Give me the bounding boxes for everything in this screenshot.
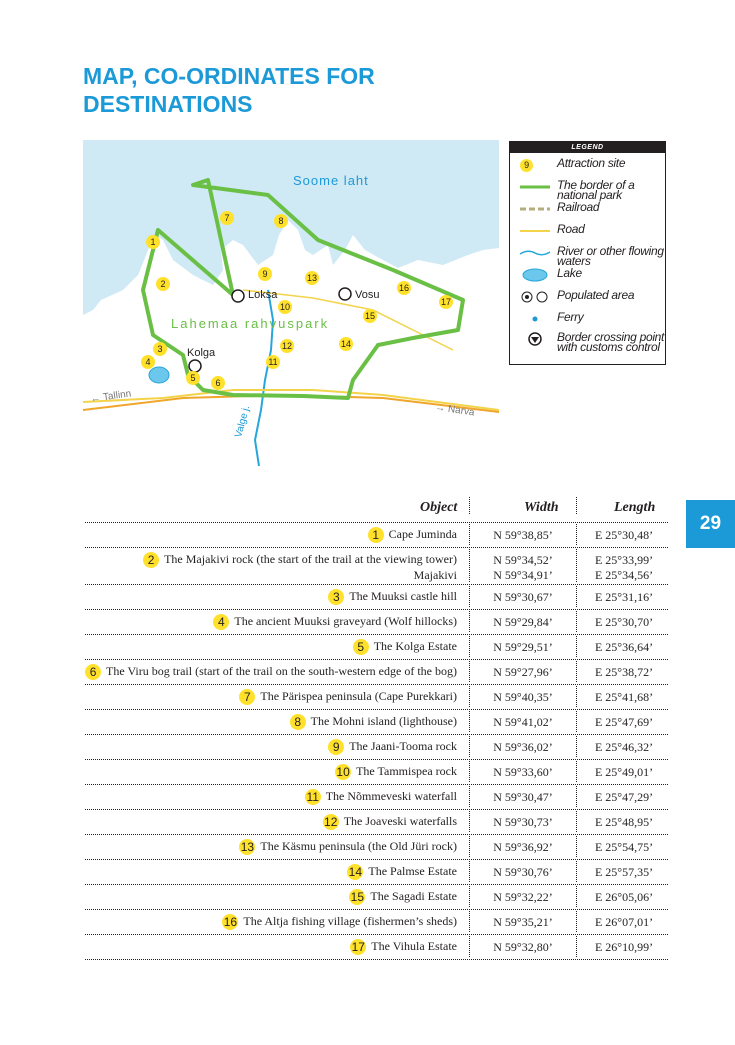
object-name: The Vihula Estate xyxy=(371,939,457,953)
map-marker-15 xyxy=(363,309,377,323)
svg-text:5: 5 xyxy=(190,373,196,383)
width-cell: N 59°27,96’ xyxy=(493,665,553,679)
svg-text:8: 8 xyxy=(278,216,284,226)
width-cell: N 59°29,51’ xyxy=(493,640,553,654)
number-badge: 3 xyxy=(328,589,344,605)
column-divider xyxy=(576,861,577,882)
header-width: Width xyxy=(524,500,559,515)
column-divider xyxy=(469,686,470,707)
number-badge: 1 xyxy=(368,527,384,543)
width-cell: N 59°34,52’ N 59°34,91’ xyxy=(493,553,553,582)
column-divider xyxy=(576,886,577,907)
svg-text:Vosu: Vosu xyxy=(355,289,380,301)
object-cell xyxy=(328,739,457,755)
map-marker-10 xyxy=(278,300,292,314)
object-cell xyxy=(335,764,457,780)
width-cell: N 59°41,02’ xyxy=(493,715,553,729)
column-divider xyxy=(576,786,577,807)
width-cell: N 59°38,85’ xyxy=(493,528,553,542)
object-cell xyxy=(347,864,457,880)
width-cell: N 59°30,47’ xyxy=(493,790,553,804)
object-name: The Käsmu peninsula (the Old Jüri rock) xyxy=(260,839,457,853)
map-marker-4 xyxy=(141,355,155,369)
svg-text:7: 7 xyxy=(224,213,230,223)
map-marker-11 xyxy=(266,355,280,369)
svg-text:13: 13 xyxy=(306,273,318,283)
map-marker-3 xyxy=(153,342,167,356)
column-divider xyxy=(576,911,577,932)
length-cell: E 25°33,99’ E 25°34,56’ xyxy=(594,553,654,582)
column-divider xyxy=(576,686,577,707)
table-row xyxy=(0,759,735,784)
map-marker-17 xyxy=(439,295,453,309)
table-row xyxy=(0,684,735,709)
column-divider xyxy=(469,836,470,857)
column-divider xyxy=(576,611,577,632)
svg-text:10: 10 xyxy=(279,302,291,312)
object-name: The Altja fishing village (fishermen’s sheds) xyxy=(243,914,457,928)
column-divider xyxy=(469,711,470,732)
column-divider xyxy=(469,586,470,607)
table-row xyxy=(0,609,735,634)
map xyxy=(83,140,499,466)
column-divider xyxy=(469,736,470,757)
column-divider xyxy=(469,936,470,957)
width-cell: N 59°29,84’ xyxy=(493,615,553,629)
column-divider xyxy=(469,861,470,882)
column-divider xyxy=(469,661,470,682)
length-cell: E 25°46,32’ xyxy=(594,740,654,754)
tallinn-label: ← Tallinn xyxy=(89,388,132,405)
svg-text:15: 15 xyxy=(364,311,376,321)
width-cell: N 59°33,60’ xyxy=(493,765,553,779)
map-marker-12 xyxy=(280,339,294,353)
sea-label: Soome laht xyxy=(293,173,369,188)
length-cell: E 25°30,48’ xyxy=(594,528,654,542)
number-badge: 5 xyxy=(353,639,369,655)
length-cell: E 26°10,99’ xyxy=(594,940,654,954)
table-row xyxy=(0,734,735,759)
map-marker-1 xyxy=(146,235,160,249)
column-divider xyxy=(469,761,470,782)
column-divider xyxy=(576,549,577,582)
length-cell: E 25°30,70’ xyxy=(594,615,654,629)
width-cell: N 59°32,80’ xyxy=(493,940,553,954)
object-name: The Nõmmeveski waterfall xyxy=(325,789,457,803)
object-cell xyxy=(290,714,457,730)
table-row xyxy=(0,584,735,609)
column-divider xyxy=(469,611,470,632)
row-divider xyxy=(85,959,668,960)
object-cell xyxy=(323,814,457,830)
object-name: Cape Juminda xyxy=(388,527,457,541)
width-cell: N 59°30,73’ xyxy=(493,815,553,829)
object-cell xyxy=(368,527,457,543)
table-row xyxy=(0,909,735,934)
column-divider xyxy=(576,711,577,732)
object-cell xyxy=(143,552,457,583)
object-name: The Joaveski waterfalls xyxy=(343,814,457,828)
length-cell: E 25°47,69’ xyxy=(594,715,654,729)
width-cell: N 59°35,21’ xyxy=(493,915,553,929)
svg-text:17: 17 xyxy=(440,297,452,307)
object-name: The ancient Muuksi graveyard (Wolf hillocks) xyxy=(234,614,457,628)
column-divider xyxy=(469,886,470,907)
object-name: The Mohni island (lighthouse) xyxy=(310,714,457,728)
table-row xyxy=(0,522,735,547)
object-name: The Kolga Estate xyxy=(373,639,457,653)
length-cell: E 26°07,01’ xyxy=(594,915,654,929)
svg-text:11: 11 xyxy=(268,357,278,367)
svg-text:2: 2 xyxy=(160,279,166,289)
object-name-secondary: Majakivi xyxy=(413,568,457,583)
column-divider xyxy=(576,836,577,857)
column-divider xyxy=(576,636,577,657)
header-object: Object xyxy=(420,500,458,515)
width-cell: N 59°36,02’ xyxy=(493,740,553,754)
width-cell: N 59°30,76’ xyxy=(493,865,553,879)
column-divider xyxy=(469,811,470,832)
table-row xyxy=(0,834,735,859)
svg-text:12: 12 xyxy=(281,341,293,351)
town-loksa xyxy=(232,289,278,302)
column-divider xyxy=(469,636,470,657)
length-secondary: E 25°34,56’ xyxy=(594,568,654,582)
length-cell: E 25°54,75’ xyxy=(594,840,654,854)
table-row xyxy=(0,784,735,809)
length-cell: E 25°38,72’ xyxy=(594,665,654,679)
object-cell xyxy=(85,664,457,680)
length-cell: E 25°49,01’ xyxy=(594,765,654,779)
width-cell: N 59°32,22’ xyxy=(493,890,553,904)
number-badge: 11 xyxy=(306,790,319,805)
map-marker-6 xyxy=(211,376,225,390)
object-cell xyxy=(353,639,457,655)
river-label: Valge j. xyxy=(233,404,253,439)
object-cell xyxy=(328,589,457,605)
column-divider xyxy=(576,661,577,682)
column-divider xyxy=(469,549,470,582)
table-row xyxy=(0,709,735,734)
width-cell: N 59°40,35’ xyxy=(493,690,553,704)
object-cell xyxy=(213,614,457,630)
map-marker-8 xyxy=(274,214,288,228)
column-divider xyxy=(576,586,577,607)
number-badge: 2 xyxy=(143,552,159,568)
length-cell: E 25°31,16’ xyxy=(594,590,654,604)
svg-text:9: 9 xyxy=(262,269,268,279)
column-divider xyxy=(469,524,470,545)
number-badge: 4 xyxy=(213,614,229,630)
legend: LEGEND 9 Attraction site The border of a national park Railroad Road River or other flowing waters Lake Populated area Ferry Border crossing point with customs control xyxy=(509,141,666,365)
length-cell: E 25°41,68’ xyxy=(594,690,654,704)
object-name: The Sagadi Estate xyxy=(370,889,457,903)
svg-text:Loksa: Loksa xyxy=(248,289,278,301)
object-cell xyxy=(350,939,457,955)
column-divider xyxy=(576,936,577,957)
map-marker-5 xyxy=(186,371,200,385)
column-divider xyxy=(576,524,577,545)
svg-text:14: 14 xyxy=(340,339,352,349)
map-marker-16 xyxy=(397,281,411,295)
table-row xyxy=(0,634,735,659)
length-cell: E 25°48,95’ xyxy=(594,815,654,829)
column-divider xyxy=(469,911,470,932)
width-cell: N 59°36,92’ xyxy=(493,840,553,854)
length-cell: E 25°57,35’ xyxy=(594,865,654,879)
object-cell xyxy=(239,689,457,705)
page-number-tab: 29 xyxy=(686,500,735,548)
object-name: The Palmse Estate xyxy=(368,864,457,878)
legend-heading: LEGEND xyxy=(510,142,665,153)
table-row xyxy=(0,809,735,834)
number-badge: 8 xyxy=(290,714,306,730)
width-cell: N 59°30,67’ xyxy=(493,590,553,604)
number-badge: 13 xyxy=(240,840,255,855)
object-name: The Viru bog trail (start of the trail on the south-western edge of the bog) xyxy=(106,664,457,678)
header-length: Length xyxy=(614,500,656,515)
map-marker-9 xyxy=(258,267,272,281)
svg-text:Kolga: Kolga xyxy=(187,347,216,359)
header-divider xyxy=(469,497,470,514)
number-badge: 17 xyxy=(351,940,365,955)
svg-text:3: 3 xyxy=(157,344,163,354)
number-badge: 9 xyxy=(328,739,344,755)
svg-text:1: 1 xyxy=(150,237,156,247)
object-cell xyxy=(239,839,457,855)
narva-label: → Narva xyxy=(434,402,476,419)
table-row xyxy=(0,859,735,884)
table-row xyxy=(0,547,735,584)
svg-text:16: 16 xyxy=(398,283,410,293)
length-cell: E 25°36,64’ xyxy=(594,640,654,654)
number-badge: 16 xyxy=(223,915,238,930)
map-marker-14 xyxy=(339,337,353,351)
svg-text:6: 6 xyxy=(215,378,221,388)
header-divider xyxy=(576,497,577,514)
column-divider xyxy=(469,786,470,807)
width-secondary: N 59°34,91’ xyxy=(493,568,553,582)
object-name: The Jaani-Tooma rock xyxy=(349,739,457,753)
length-cell: E 25°47,29’ xyxy=(594,790,654,804)
number-badge: 15 xyxy=(350,890,365,905)
object-cell xyxy=(349,889,457,905)
table-row xyxy=(0,934,735,959)
object-name: The Muuksi castle hill xyxy=(349,589,457,603)
object-name: The Tammispea rock xyxy=(356,764,457,778)
length-cell: E 26°05,06’ xyxy=(594,890,654,904)
column-divider xyxy=(576,736,577,757)
park-label: Lahemaa rahvuspark xyxy=(171,316,330,331)
map-marker-2 xyxy=(156,277,170,291)
object-name: The Pärispea peninsula (Cape Purekkari) xyxy=(260,689,457,703)
town-vosu xyxy=(339,288,379,301)
number-badge: 14 xyxy=(348,865,363,880)
attraction-sample-badge: 9 xyxy=(520,159,533,172)
number-badge: 12 xyxy=(324,815,338,830)
lake xyxy=(149,367,169,383)
object-cell xyxy=(222,914,457,930)
number-badge: 7 xyxy=(239,689,255,705)
column-divider xyxy=(576,811,577,832)
object-name: The Majakivi rock (the start of the trail at the viewing tower) xyxy=(164,552,457,566)
page-title: MAP, CO-ORDINATES FOR DESTINATIONS xyxy=(83,63,375,117)
svg-text:4: 4 xyxy=(145,357,151,367)
column-divider xyxy=(576,761,577,782)
map-marker-13 xyxy=(305,271,319,285)
number-badge: 6 xyxy=(85,664,101,680)
map-marker-7 xyxy=(220,211,234,225)
table-row xyxy=(0,884,735,909)
object-cell xyxy=(305,789,457,805)
table-row xyxy=(0,659,735,684)
number-badge: 10 xyxy=(336,765,350,780)
